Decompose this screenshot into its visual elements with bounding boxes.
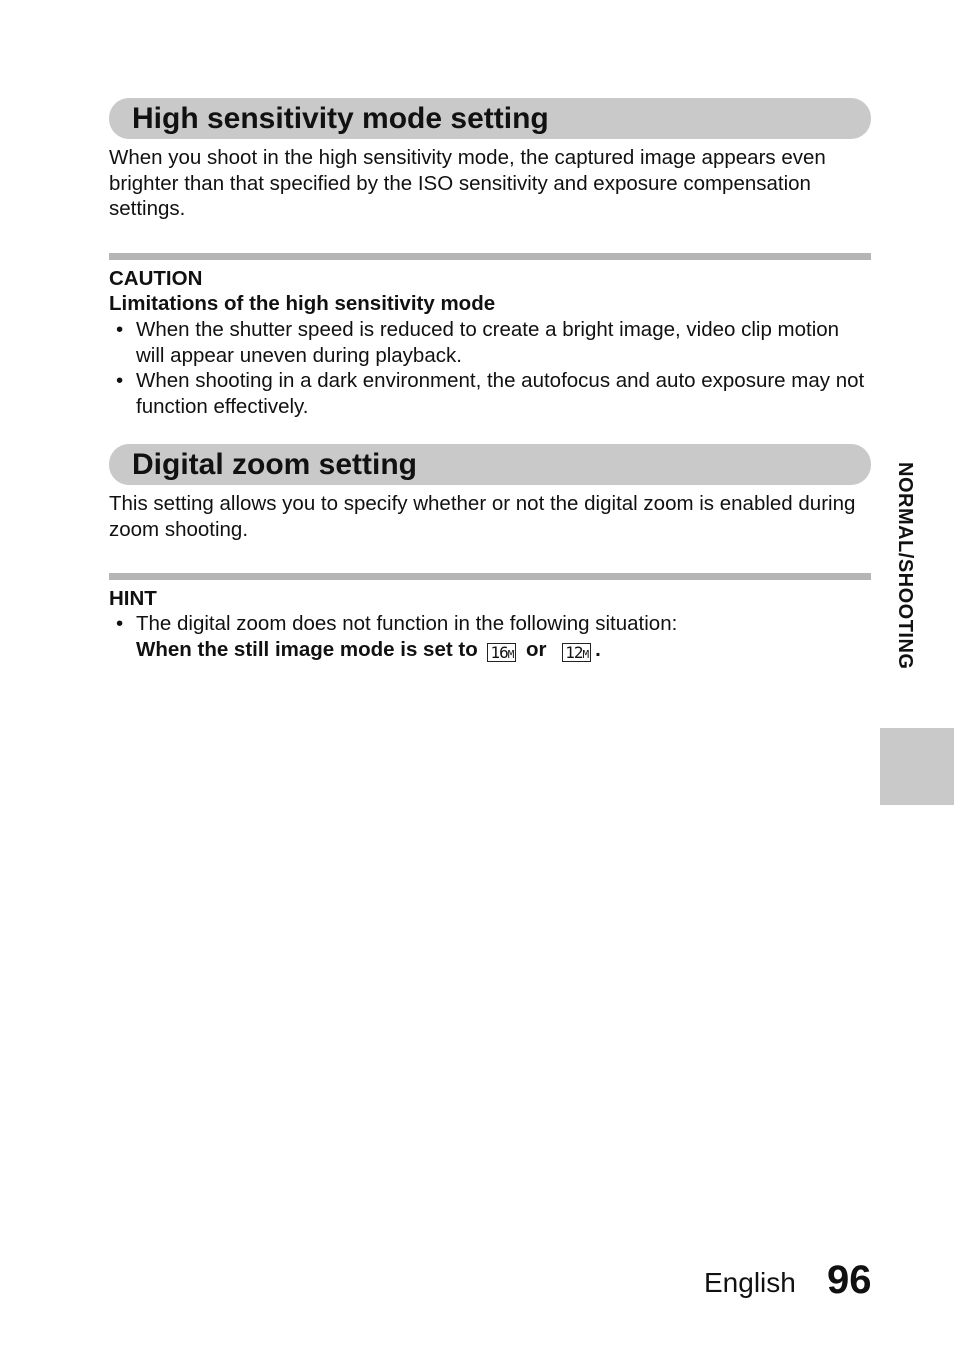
icon-16m-number: 16 [490, 642, 508, 662]
hint-condition-text: When the still image mode is set to [136, 637, 478, 661]
bullet-icon: • [116, 369, 124, 393]
section-title-high-sensitivity: High sensitivity mode setting [109, 98, 871, 139]
section-title-digital-zoom: Digital zoom setting [109, 444, 871, 485]
hint-end-period: . [595, 637, 601, 661]
caution-divider [109, 253, 871, 260]
side-tab-marker [880, 728, 954, 805]
high-sensitivity-description: When you shoot in the high sensitivity mode, the captured image appears even brighter than that specified by the ISO sensitivity and exposure compensation settings. [109, 146, 826, 221]
hint-bullet-list [109, 611, 869, 662]
hint-divider [109, 573, 871, 580]
hint-bullet-item [109, 611, 869, 662]
hint-bullet-text: The digital zoom does not function in the following situation: [136, 612, 678, 635]
caution-label: CAUTION [109, 267, 203, 290]
hint-connector: or [526, 637, 547, 661]
digital-zoom-description: This setting allows you to specify whether or not the digital zoom is enabled during zoom shooting. [109, 492, 856, 541]
icon-16m-unit: M [507, 647, 514, 661]
caution-bullet-item [109, 317, 869, 368]
side-tab-label: NORMAL/SHOOTING [894, 462, 916, 670]
bullet-icon: • [116, 318, 124, 341]
caution-subtitle: Limitations of the high sensitivity mode [109, 292, 496, 315]
caution-bullet-list [109, 317, 869, 420]
icon-12m-number: 12 [565, 642, 583, 662]
icon-12m-unit: M [582, 647, 589, 661]
caution-bullet-item [109, 368, 869, 419]
footer-language: English [704, 1267, 796, 1298]
image-mode-16m-icon [487, 643, 516, 662]
hint-label: HINT [109, 587, 157, 610]
image-mode-12m-icon [562, 643, 591, 662]
caution-bullet-text: When the shutter speed is reduced to create a bright image, video clip motion will appear uneven during playback. [136, 318, 840, 367]
hint-condition [136, 637, 869, 663]
bullet-icon: • [116, 612, 124, 635]
page-number: 96 [827, 1258, 872, 1302]
caution-bullet-text: When shooting in a dark environment, the autofocus and auto exposure may not function effectively. [136, 369, 865, 419]
